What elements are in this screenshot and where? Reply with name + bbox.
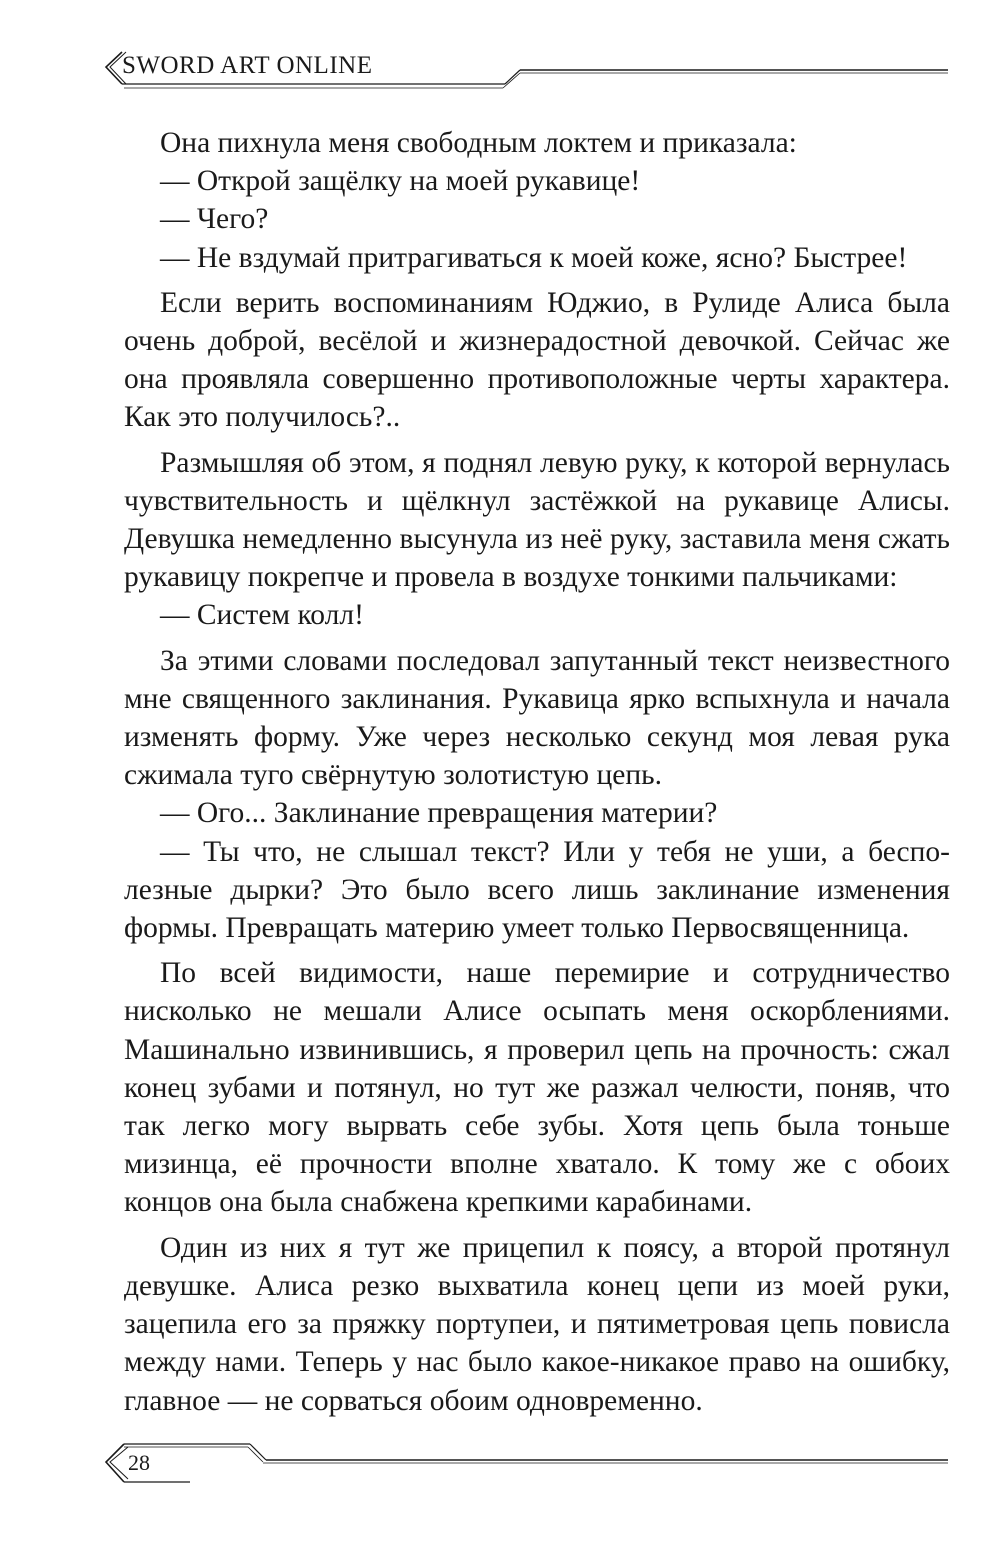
narrative-paragraph: Она пихнула меня свободным локтем и приказала: [160, 127, 797, 159]
dialogue-line: — Ого... Заклинание превращения материи? [160, 797, 718, 830]
narrative-paragraph: Один из них я тут же прицепил к поясу, а второй протянул девушке. Алиса резко выхватила конец цепи из моей руки, зацепила его за пряжку портупеи, и пятиметровая цепь повисла между нами. Теперь у нас было какое-никакое право на ошибку, главное — не сорваться обоим одновременно. [124, 1231, 950, 1417]
narrative-paragraph: По всей видимости, наше перемирие и сотрудничество нисколько не мешали Алисе осыпать меня оскорблениями. Машинально извинившись, я проверил цепь на прочность: сжал конец зубами и потянул, но тут же разжал челюсти, поняв, что так легко могу вырвать себе зубы. Хотя цепь была тоньше мизинца, её прочности вполне хватало. К тому же с обоих концов она была снабжена крепкими карабинами. [124, 957, 950, 1219]
narrative-paragraph: За этими словами последовал запутанный текст неизвестного мне священного заклинания. Рукавица ярко вспыхнула и начала изменять форму. Уже через несколько секунд моя левая рука сжимала туго свёрнутую золотистую цепь. [124, 644, 950, 792]
dialogue-line: — Не вздумай притрагиваться к моей коже, ясно? Быстрее! [160, 241, 908, 274]
footer-frame-ornament [0, 1436, 1000, 1496]
narrative-paragraph: Если верить воспоминаниям Юджио, в Рулиде Алиса была очень доброй, весёлой и жизнерадостной девочкой. Сейчас же она проявляла совершенно противоположные черты характера. Как это получилось?.. [124, 286, 950, 434]
header-frame-ornament [0, 0, 1000, 100]
book-title: SWORD ART ONLINE [122, 52, 373, 79]
running-footer [0, 1436, 1000, 1496]
dialogue-line: — Чего? [160, 203, 269, 236]
narrative-paragraph: Размышляя об этом, я поднял левую руку, к которой вернулась чувствительность и щёлкнул застёжкой на рукавице Алисы. Девушка немедленно высунула из неё руку, заставила меня сжать рукавицу покрепче и провела в воздухе тонкими пальчиками: [124, 446, 950, 594]
dialogue-line: — Ты что, не слышал текст? Или у тебя не уши, а бесполезные дырки? Это было всего лишь заклинание изменения формы. Превращать материю умеет только Первосвященница. [124, 835, 950, 945]
running-header [0, 0, 1000, 100]
page-body [124, 124, 950, 1420]
dialogue-line: — Систем колл! [160, 599, 364, 632]
dialogue-line: — Открой защёлку на моей рукавице! [160, 165, 641, 198]
page-number: 28 [128, 1450, 150, 1475]
